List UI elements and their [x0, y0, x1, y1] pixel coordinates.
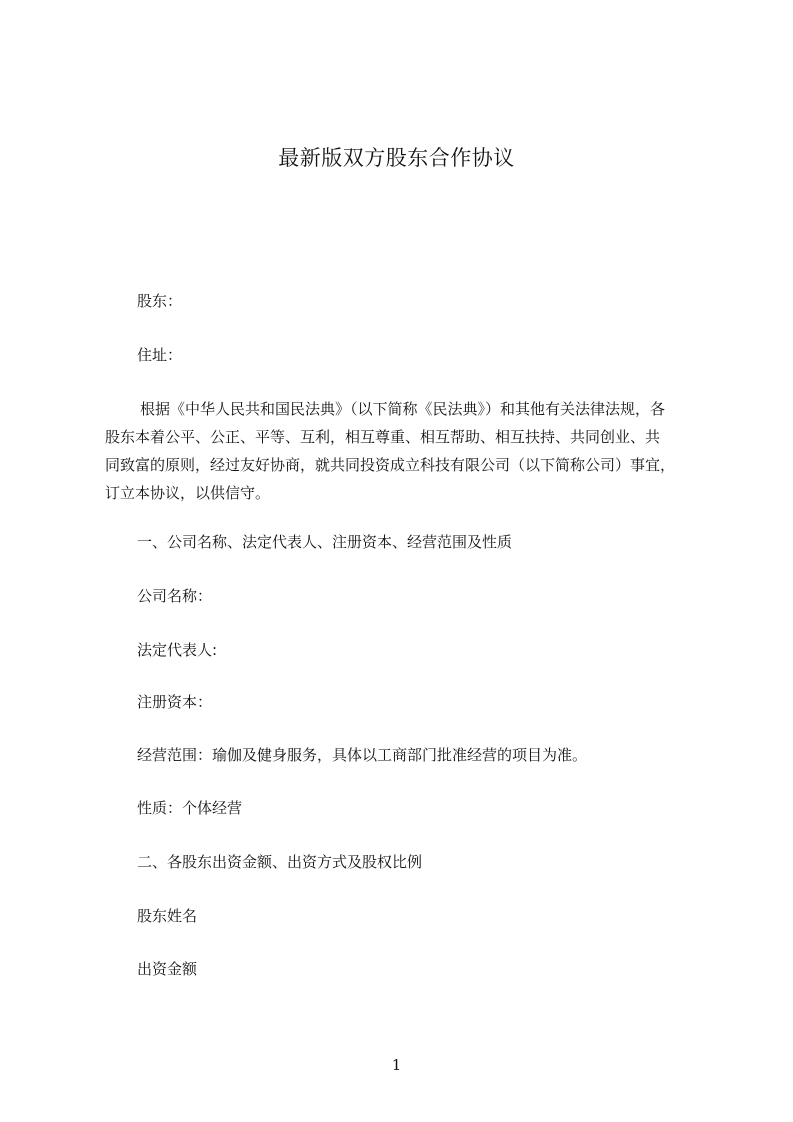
nature-text: 性质：个体经营 — [137, 799, 243, 817]
company-name-label: 公司名称： — [137, 587, 213, 605]
preamble-line: 同致富的原则，经过友好协商，就共同投资成立科技有限公司（以下简称公司）事宜， — [105, 456, 676, 474]
document-title: 最新版双方股东合作协议 — [278, 146, 515, 170]
preamble-paragraph — [105, 395, 705, 507]
shareholder-label: 股东： — [137, 292, 183, 310]
shareholder-name-label: 股东姓名 — [137, 907, 198, 925]
address-label: 住址： — [137, 346, 183, 364]
preamble-line: 股东本着公平、公正、平等、互利，相互尊重、相互帮助、相互扶持、共同创业、共 — [105, 428, 661, 446]
page-number: 1 — [391, 1056, 402, 1074]
registered-capital-label: 注册资本： — [137, 693, 213, 711]
legal-representative-label: 法定代表人: — [137, 641, 218, 659]
business-scope-text: 经营范围：瑜伽及健身服务，具体以工商部门批准经营的项目为准。 — [137, 746, 588, 764]
preamble-line: 根据《中华人民共和国民法典》（以下简称《民法典》）和其他有关法律法规，各 — [140, 400, 666, 418]
preamble-line: 订立本协议，以供信守。 — [105, 484, 271, 502]
contribution-amount-label: 出资金额 — [137, 960, 198, 978]
section-1-heading: 一、公司名称、法定代表人、注册资本、经营范围及性质 — [137, 533, 513, 551]
section-2-heading: 二、各股东出资金额、出资方式及股权比例 — [137, 853, 423, 871]
